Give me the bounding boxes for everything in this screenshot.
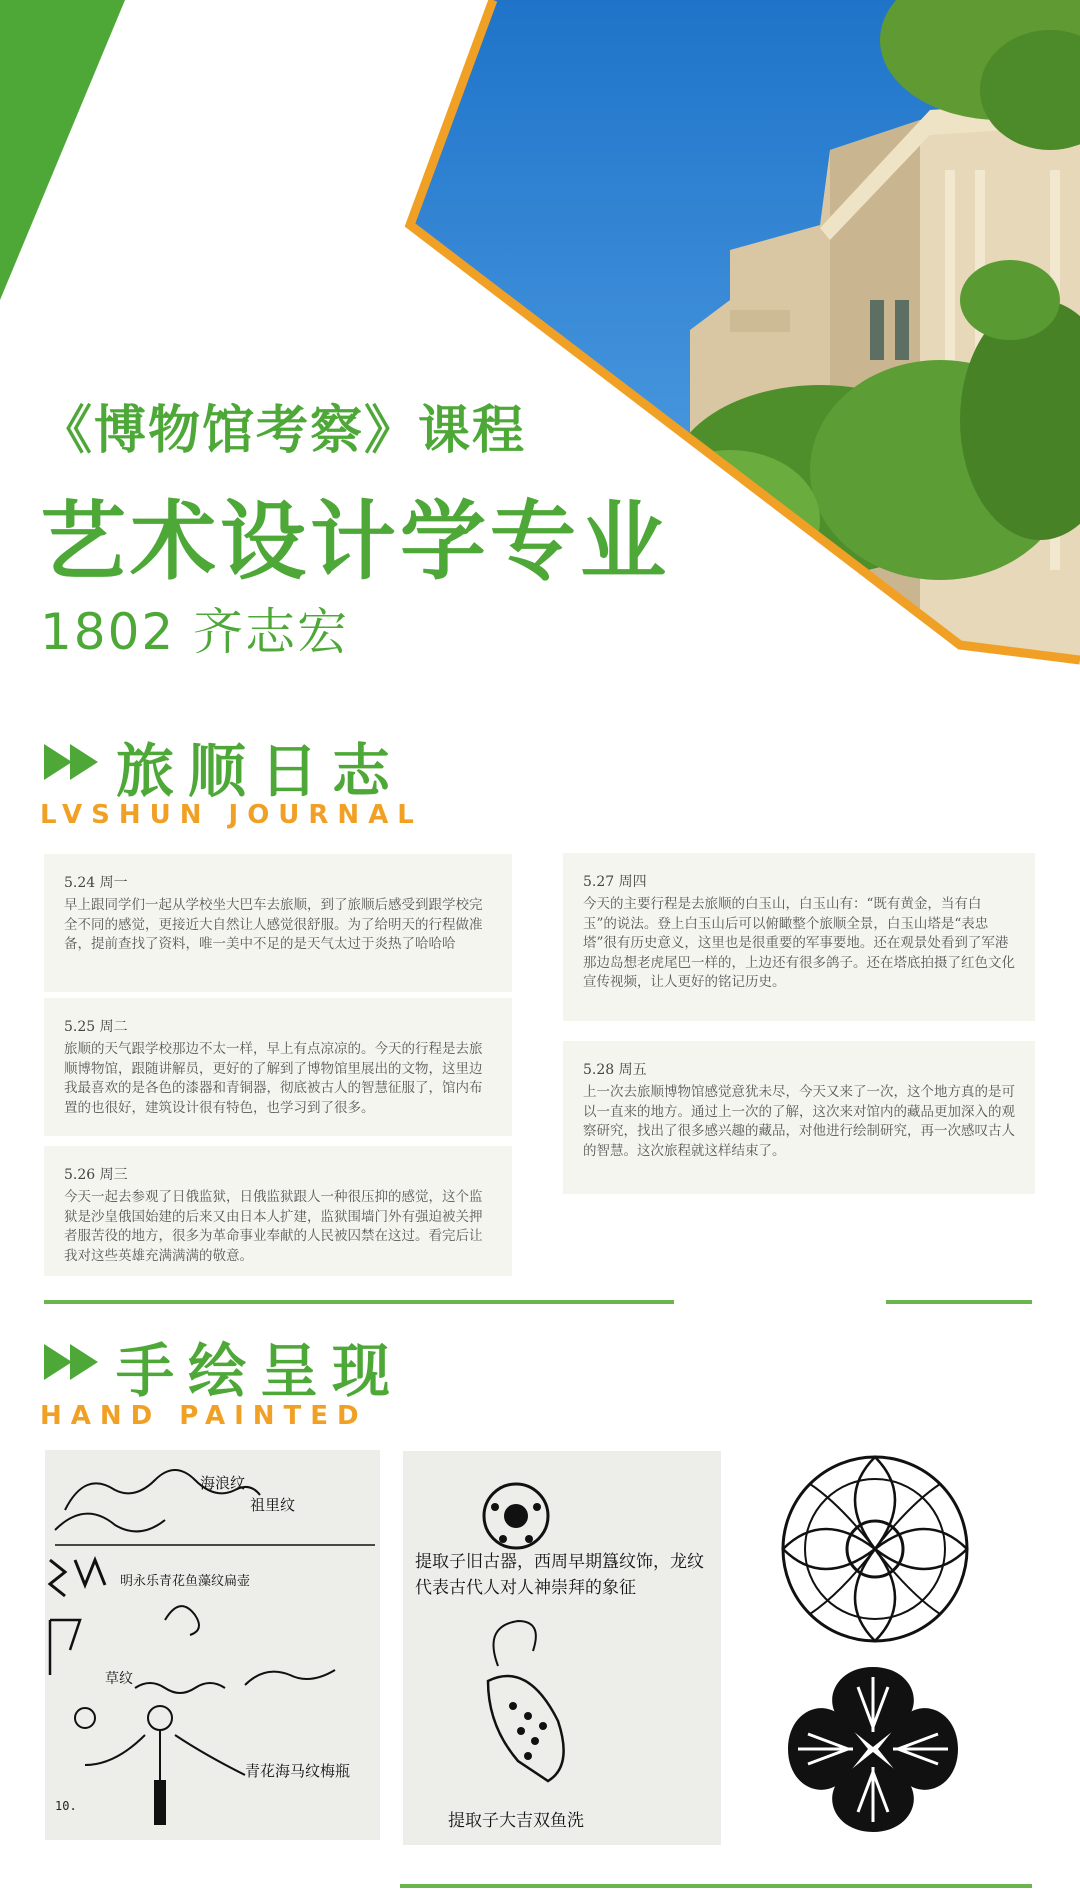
double-arrow-icon xyxy=(44,1344,100,1380)
journal-entry xyxy=(44,854,512,992)
divider-line xyxy=(400,1884,1032,1888)
entry-text: 今天一起去参观了日俄监狱，日俄监狱跟人一种很压抑的感觉，这个监狱是沙皇俄国始建的后来又由日本人扩建，监狱围墙门外有强迫被关押者服苦役的地方，很多为革命事业奉献的人民被囚禁在这过。看完后让我对这些英雄充满满满的敬意。 xyxy=(64,1189,483,1264)
hand-painted-subtitle: HAND PAINTED xyxy=(40,1401,368,1431)
double-arrow-icon xyxy=(44,744,100,780)
entry-text: 今天的主要行程是去旅顺的白玉山，白玉山有：“既有黄金，当有白玉”的说法。登上白玉山后可以俯瞰整个旅顺全景，白玉山塔是“表忠塔”很有历史意义，这里也是很重要的军事要地。还在观景处看到了军港那边岛想老虎尾巴一样的，上边还有很多鸽子。还在塔底拍摄了红色文化宣传视频，让人更好的铭记历史。 xyxy=(583,896,1015,990)
entry-date: 5.25 周二 xyxy=(64,1019,128,1035)
divider-line xyxy=(886,1300,1032,1304)
journal-entry xyxy=(563,853,1035,1021)
journal-entry xyxy=(563,1041,1035,1194)
journal-entry xyxy=(44,1146,512,1276)
student-info: 1802 齐志宏 xyxy=(40,603,350,661)
sketch-drawing xyxy=(45,1450,380,1840)
divider-line xyxy=(44,1300,674,1304)
journal-subtitle: LVSHUN JOURNAL xyxy=(40,800,423,830)
sketch-note: 青花海马纹梅瓶 xyxy=(245,1762,351,1780)
course-title: 《博物馆考察》课程 xyxy=(40,401,527,461)
entry-text: 早上跟同学们一起从学校坐大巴车去旅顺，到了旅顺后感受到跟学校完全不同的感觉，更接近大自然让人感觉很舒服。为了给明天的行程做准备，提前查找了资料，唯一美中不足的是天气太过于炎热了哈哈哈 xyxy=(64,897,483,952)
sketch-photo-1 xyxy=(45,1450,380,1840)
green-corner-triangle xyxy=(0,0,125,300)
ornament-cross-pattern xyxy=(783,1662,963,1837)
major-title: 艺术设计学专业 xyxy=(40,492,670,592)
sketch-note: 明永乐青花鱼藻纹扁壶 xyxy=(120,1574,251,1589)
hand-painted-title: 手绘呈现 xyxy=(116,1337,405,1405)
entry-date: 5.28 周五 xyxy=(583,1062,647,1078)
entry-date: 5.27 周四 xyxy=(583,874,647,890)
entry-text: 上一次去旅顺博物馆感觉意犹未尽，今天又来了一次，这个地方真的是可以一直来的地方。通过上一次的了解，这次来对馆内的藏品更加深入的观察研究，找出了很多感兴趣的藏品，对他进行绘制研究，再一次感叹古人的智慧。这次旅程就这样结束了。 xyxy=(583,1084,1015,1159)
sketch-drawing xyxy=(403,1451,721,1845)
sketch-note: 草纹 xyxy=(105,1671,133,1687)
entry-date: 5.26 周三 xyxy=(64,1167,128,1183)
sketch-note: 海浪纹 xyxy=(200,1474,246,1492)
ornament-circle-pattern xyxy=(770,1452,980,1647)
sketch-note: 提取子大吉双鱼洗 xyxy=(448,1811,584,1831)
journal-title: 旅顺日志 xyxy=(116,737,405,805)
entry-date: 5.24 周一 xyxy=(64,875,128,891)
journal-entry xyxy=(44,998,512,1136)
sketch-note: 提取子旧古器，西周早期簋纹饰，龙纹代表古代人对人神崇拜的象征 xyxy=(415,1552,704,1598)
sketch-photo-2 xyxy=(403,1451,721,1845)
svg-text:10.: 10. xyxy=(55,1799,77,1813)
sketch-note: 祖里纹 xyxy=(250,1496,296,1514)
entry-text: 旅顺的天气跟学校那边不太一样，早上有点凉凉的。今天的行程是去旅顺博物馆，跟随讲解员，更好的了解到了博物馆里展出的文物，这里边我最喜欢的是各色的漆器和青铜器，彻底被古人的智慧征服了，馆内布置的也很好，建筑设计很有特色，也学习到了很多。 xyxy=(64,1041,483,1116)
